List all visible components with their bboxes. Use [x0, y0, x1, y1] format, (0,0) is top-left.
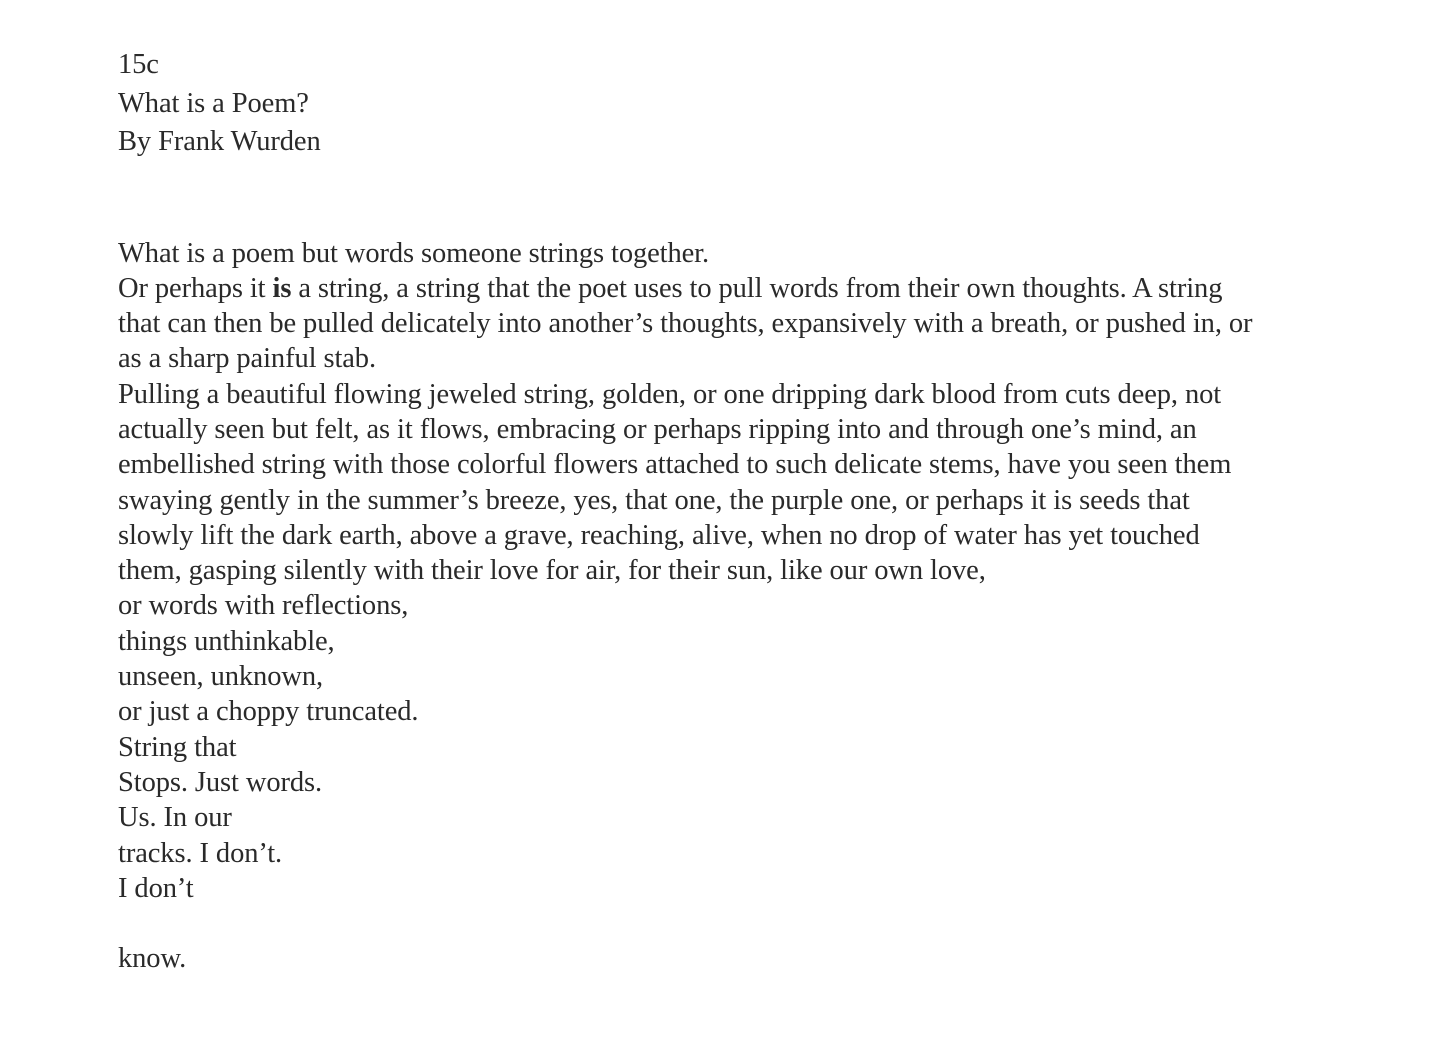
poem-line: String that	[118, 731, 237, 763]
poem-title: What is a Poem?	[118, 87, 309, 119]
poem-line: Us. In our	[118, 802, 232, 834]
poem-line: slowly lift the dark earth, above a grave, reaching, alive, when no drop of water has yet touched	[118, 519, 1200, 551]
poem-line: know.	[118, 943, 187, 975]
header-gap	[118, 162, 1408, 236]
poem-line: Stops. Just words.	[118, 766, 323, 798]
poem-line: What is a poem but words someone strings together.	[118, 237, 710, 269]
stanza-gap	[118, 906, 1408, 941]
poem-number: 15c	[118, 49, 159, 80]
poem-line: or just a choppy truncated.	[118, 696, 419, 728]
poem-line: them, gasping silently with their love for air, for their sun, like our own love,	[118, 555, 986, 587]
poem-line	[118, 271, 1408, 306]
poem-line: embellished string with those colorful flowers attached to such delicate stems, have you seen them	[118, 449, 1232, 481]
poem-line: tracks. I don’t.	[118, 837, 283, 869]
poem-body	[118, 236, 1408, 977]
poem-line: actually seen but felt, as it flows, embracing or perhaps ripping into and through one’s mind, an	[118, 413, 1197, 445]
poem-line: Pulling a beautiful flowing jeweled string, golden, or one dripping dark blood from cuts deep, not	[118, 378, 1222, 410]
poem-line: I don’t	[118, 872, 194, 904]
poem-page	[118, 46, 1408, 977]
poem-line: unseen, unknown,	[118, 661, 323, 693]
poem-author: By Frank Wurden	[118, 126, 321, 157]
poem-header	[118, 46, 1408, 162]
poem-line: as a sharp painful stab.	[118, 343, 376, 375]
poem-line: that can then be pulled delicately into another’s thoughts, expansively with a breath, or pushed in, or	[118, 308, 1253, 340]
poem-line-text: Or perhaps it	[118, 272, 273, 304]
poem-line: things unthinkable,	[118, 625, 335, 657]
poem-line: swaying gently in the summer’s breeze, yes, that one, the purple one, or perhaps it is seeds that	[118, 484, 1190, 516]
poem-line: or words with reflections,	[118, 590, 409, 622]
poem-line-text: a string, a string that the poet uses to pull words from their own thoughts. A string	[291, 272, 1223, 304]
poem-line-emphasis: is	[272, 272, 292, 304]
